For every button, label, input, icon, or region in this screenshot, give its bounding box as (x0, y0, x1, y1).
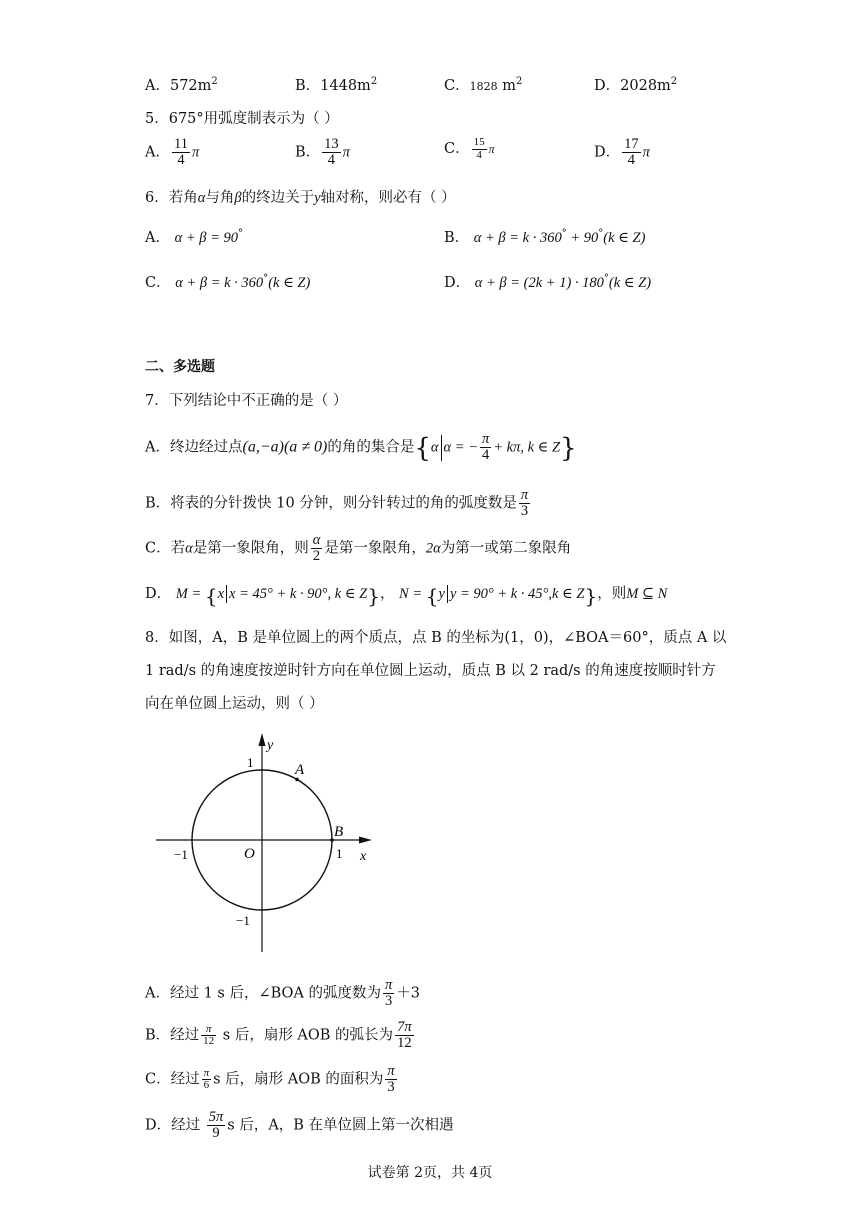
numerator: 5π (208, 1109, 224, 1125)
numerator: 7π (397, 1019, 412, 1035)
expression: + 90 (566, 230, 599, 246)
q8-stem-line1: 8．如图，A，B 是单位圆上的两个质点，点 B 的坐标为(1，0)，∠BOA＝60°，质点 A 以 (145, 630, 727, 646)
denominator: 3 (385, 993, 393, 1010)
y-symbol: y (314, 190, 321, 206)
alpha-symbol: α (430, 439, 439, 456)
pi-symbol: π (342, 144, 350, 161)
q6-stem (145, 186, 456, 207)
q5-stem: 5．675°用弧度制表示为（ ） (145, 111, 339, 127)
numerator: π (481, 431, 490, 447)
expression: α + β = k · 360 (175, 275, 264, 291)
fraction (385, 1064, 396, 1095)
right-brace: } (584, 584, 598, 608)
relation-expression: M ⊆ N (626, 586, 668, 602)
option-letter: C． (444, 78, 470, 94)
numerator: π (203, 1066, 210, 1079)
degree: ° (238, 228, 243, 239)
tick-label-y-positive: 1 (247, 755, 254, 770)
alpha-symbol: α (197, 190, 206, 206)
degree: ° (263, 273, 269, 284)
right-brace: } (560, 433, 577, 464)
q8-option-c (145, 1064, 399, 1095)
expression: (k ∈ Z) (608, 275, 652, 291)
tick-label-x-positive: 1 (336, 846, 343, 861)
option-letter: D． (444, 275, 471, 291)
denominator: 4 (627, 152, 636, 169)
q8-stem-line3: 向在单位圆上运动，则（ ） (145, 696, 324, 712)
degree: ° (561, 228, 567, 239)
option-letter: B． (145, 495, 171, 512)
option-letter: B． (295, 144, 321, 161)
fraction (383, 978, 394, 1009)
two-alpha: 2α (425, 540, 441, 557)
option-letter: D． (594, 78, 621, 94)
x-axis-label: x (360, 849, 367, 864)
fraction (172, 137, 190, 168)
fraction (201, 1024, 216, 1048)
separator: ， (379, 586, 395, 602)
fraction (480, 432, 491, 463)
fraction (622, 137, 641, 168)
option-letter: A． (145, 439, 170, 456)
option-value: 1828 (469, 80, 498, 93)
numerator: 11 (173, 136, 188, 152)
point-a-marker (295, 778, 299, 782)
option-letter: D． (145, 586, 172, 602)
fraction (395, 1020, 414, 1051)
q4-option-c (444, 74, 522, 95)
option-letter: A． (145, 78, 170, 94)
option-letter: A． (145, 230, 170, 246)
option-text: 经过 (170, 1071, 200, 1088)
q6-option-b (444, 226, 645, 247)
q8-option-a (145, 978, 420, 1009)
point-a-label: A (295, 762, 305, 778)
numerator: 17 (624, 136, 639, 152)
option-text: 为第一或第二象限角 (440, 540, 572, 557)
superscript: 2 (670, 76, 678, 87)
denominator: 4 (327, 152, 336, 169)
option-text: 经过 (170, 1027, 200, 1044)
option-letter: C． (145, 540, 171, 557)
degree: ° (603, 273, 609, 284)
pi-symbol: π (642, 144, 650, 161)
option-letter: C． (145, 1071, 171, 1088)
option-letter: C． (444, 141, 470, 158)
fraction (311, 533, 323, 564)
set-bar (447, 585, 448, 603)
option-letter: C． (145, 275, 171, 291)
option-letter: B． (444, 230, 470, 246)
q8-option-d (145, 1110, 454, 1141)
page-footer: 试卷第 2页，共 4页 (367, 1165, 493, 1181)
denominator: 3 (520, 503, 529, 520)
set-n-expression: y = 90° + k · 45°,k ∈ Z (449, 586, 585, 602)
set-m-expression: x = 45° + k · 90°, k ∈ Z (229, 586, 368, 602)
x-axis-arrow-icon (359, 837, 372, 844)
option-text: 若 (170, 540, 186, 557)
denominator: 12 (397, 1035, 412, 1052)
expression: (k ∈ Z) (268, 275, 311, 291)
superscript: 2 (515, 76, 523, 87)
degree: ° (598, 228, 604, 239)
option-letter: D． (594, 144, 621, 161)
pi-symbol: π (191, 144, 200, 161)
denominator: 12 (203, 1035, 215, 1048)
q7-option-d (145, 582, 667, 606)
q6-option-d (444, 271, 651, 292)
q7-option-c (145, 533, 571, 564)
option-value: 1448m (320, 78, 371, 94)
numerator: π (201, 1024, 216, 1037)
q6-option-c (145, 271, 310, 292)
right-brace: } (367, 584, 380, 608)
option-text: ，则 (597, 586, 627, 602)
numerator: α (312, 532, 321, 548)
expression: α + β = 90 (174, 230, 238, 246)
option-letter: A． (145, 144, 170, 161)
q4-option-a (145, 74, 218, 95)
q4-option-b (295, 74, 377, 95)
stem-text: 的终边关于 (241, 190, 315, 206)
option-text: s 后，扇形 AOB 的面积为 (213, 1071, 384, 1088)
stem-text: 6．若角 (145, 190, 198, 206)
beta-symbol: β (234, 190, 242, 206)
fraction (202, 1068, 212, 1092)
q8-stem-line2: 1 rad/s 的角速度按逆时针方向在单位圆上运动，质点 B 以 2 rad/s 的角速度按顺时针方 (145, 663, 716, 679)
pi-symbol: π (488, 142, 495, 157)
set-bar (441, 435, 442, 461)
fraction (472, 137, 487, 161)
option-text: 经过 1 s 后，∠BOA 的弧度数为 (169, 985, 382, 1002)
denominator: 6 (203, 1079, 210, 1092)
denominator: 4 (481, 447, 490, 464)
q8-option-b (145, 1020, 416, 1051)
numerator: π (387, 1063, 395, 1079)
set-m-label: M = (175, 586, 205, 602)
origin-label: O (244, 846, 255, 862)
option-text: 是第一象限角，则 (192, 540, 309, 557)
q7-option-b (145, 488, 532, 519)
set-n-label: N = (399, 586, 426, 602)
denominator: 4 (177, 152, 185, 169)
q7-option-a (145, 432, 577, 463)
point-b-label: B (334, 824, 344, 840)
expression: (k ∈ Z) (603, 230, 646, 246)
option-letter: D． (145, 1117, 172, 1134)
fraction (207, 1110, 226, 1141)
point-expression: (a,−a) (242, 438, 284, 456)
left-brace: { (204, 584, 218, 608)
option-unit: m (497, 78, 516, 94)
denominator: 3 (387, 1079, 395, 1096)
option-letter: B． (295, 78, 321, 94)
q4-option-d (594, 74, 677, 95)
y-axis-arrow-icon (259, 733, 266, 746)
option-text: 是第一象限角， (324, 540, 426, 557)
expression: α = − (443, 439, 478, 456)
y-axis-label: y (267, 738, 274, 753)
option-text: 将表的分针拨快 10 分钟，则分针转过的角的弧度数是 (170, 495, 517, 512)
option-value: 2028m (620, 78, 671, 94)
variable-x: x (217, 586, 225, 602)
option-text: ＋3 (396, 985, 421, 1002)
section-title: 二、多选题 (145, 359, 215, 375)
denominator: 2 (312, 548, 321, 565)
numerator: 15 (473, 136, 485, 148)
tick-label-x-negative: −1 (174, 847, 188, 862)
denominator: 9 (212, 1125, 220, 1142)
option-text: s 后，扇形 AOB 的弧长为 (218, 1027, 394, 1044)
option-letter: A． (145, 985, 170, 1002)
superscript: 2 (211, 76, 218, 87)
tick-label-y-negative: −1 (236, 913, 250, 928)
condition-expression: (a ≠ 0) (283, 438, 328, 456)
left-brace: { (425, 584, 439, 608)
q7-stem: 7．下列结论中不正确的是（ ） (145, 393, 348, 409)
q5-option-a (145, 137, 199, 168)
option-text: 终边经过点 (169, 439, 243, 456)
denominator: 4 (476, 148, 482, 161)
option-value: 572m (169, 78, 212, 94)
left-brace: { (414, 433, 431, 464)
expression: α + β = (2k + 1) · 180 (474, 275, 604, 291)
q5-option-b (295, 137, 350, 168)
stem-text: 轴对称，则必有（ ） (320, 190, 456, 206)
stem-text: 与角 (205, 190, 235, 206)
numerator: π (385, 977, 393, 993)
q6-option-a (145, 226, 243, 247)
numerator: 13 (324, 136, 339, 152)
option-text: s 后，A，B 在单位圆上第一次相遇 (227, 1117, 454, 1134)
set-bar (226, 585, 227, 603)
unit-circle-figure (150, 730, 380, 955)
option-text: 经过 (171, 1117, 205, 1134)
alpha-symbol: α (185, 540, 193, 557)
q5-option-d (594, 137, 650, 168)
expression: α + β = k · 360 (473, 230, 562, 246)
fraction (322, 137, 341, 168)
fraction (519, 488, 530, 519)
option-letter: B． (145, 1027, 171, 1044)
expression: + kπ, k ∈ Z (493, 439, 561, 456)
superscript: 2 (370, 76, 378, 87)
q5-option-c (444, 137, 495, 161)
numerator: π (520, 487, 529, 503)
option-text: 的角的集合是 (327, 439, 415, 456)
variable-y: y (438, 586, 445, 602)
